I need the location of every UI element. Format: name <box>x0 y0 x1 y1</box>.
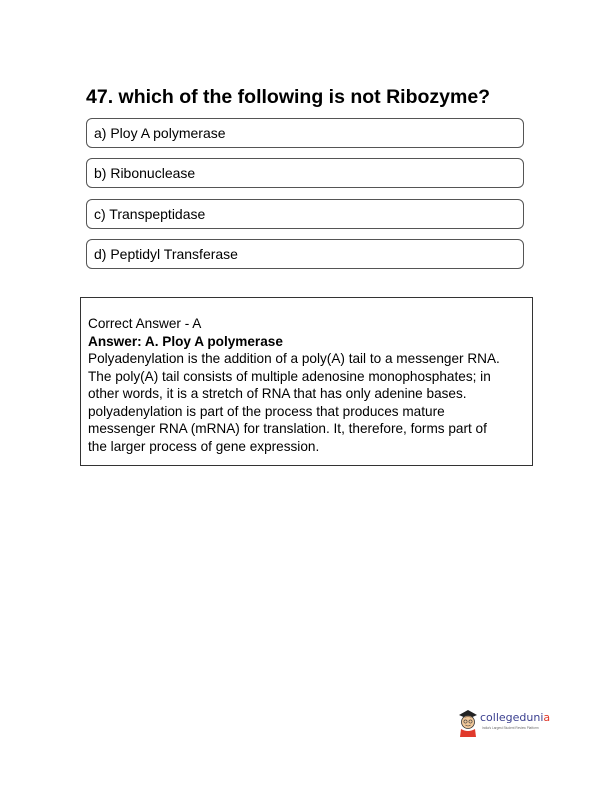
option-d[interactable]: d) Peptidyl Transferase <box>86 239 524 269</box>
student-mascot-icon <box>456 707 480 737</box>
explanation-line-2: The poly(A) tail consists of multiple adenosine monophosphates; in <box>88 368 491 384</box>
question-title: 47. which of the following is not Ribozyme? <box>86 86 491 108</box>
brand-tagline: India's Largest Student Review Platform <box>482 726 539 730</box>
option-c[interactable]: c) Transpeptidase <box>86 199 524 229</box>
explanation-line-6: the larger process of gene expression. <box>88 438 320 454</box>
explanation-line-4: polyadenylation is part of the process that produces mature <box>88 403 445 419</box>
option-a[interactable]: a) Ploy A polymerase <box>86 118 524 148</box>
option-b[interactable]: b) Ribonuclease <box>86 158 524 188</box>
explanation-line-1: Polyadenylation is the addition of a poly(A) tail to a messenger RNA. <box>88 351 500 366</box>
explanation-line-3: other words, it is a stretch of RNA that has only adenine bases. <box>88 386 467 401</box>
answer-box <box>80 297 533 466</box>
brand-name: collegedunia <box>480 711 551 724</box>
explanation-line-5: messenger RNA (mRNA) for translation. It, therefore, forms part of <box>88 421 487 436</box>
correct-answer-label: Correct Answer - A <box>88 316 202 331</box>
answer-line: Answer: A. Ploy A polymerase <box>88 333 283 349</box>
collegedunia-logo <box>456 707 576 737</box>
